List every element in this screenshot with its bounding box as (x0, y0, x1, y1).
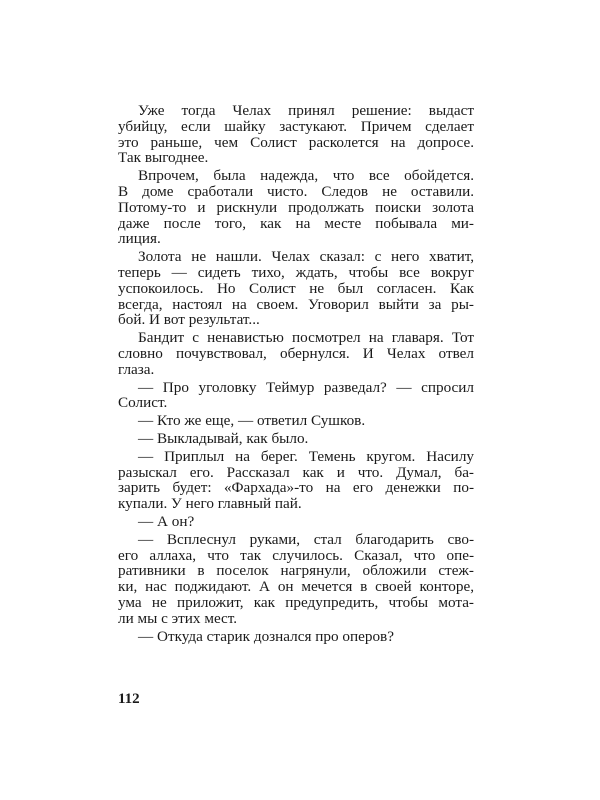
text-line: ративники в поселок нагрянули, обложили стеж- (118, 562, 474, 580)
paragraph (118, 103, 474, 166)
text-line: успокоилось. Но Солист не был согласен. Как (118, 279, 474, 297)
text-line: лиция. (118, 230, 161, 248)
paragraph (118, 249, 474, 328)
paragraph (118, 330, 474, 377)
text-line: — Выкладывай, как было. (138, 429, 309, 447)
text-line: теперь — сидеть тихо, ждать, чтобы все вокруг (118, 263, 474, 281)
text-line: всегда, настоял на своем. Уговорил выйти за ры- (118, 295, 474, 313)
text-line: — Приплыл на берег. Темень кругом. Насилу (138, 447, 474, 465)
paragraph (118, 413, 474, 429)
page-number: 112 (118, 691, 140, 707)
text-line: ума не приложит, как предупредить, чтобы мота- (118, 593, 474, 611)
text-line: убийцу, если шайку застукают. Причем сделает (118, 117, 474, 135)
paragraph (118, 514, 474, 530)
text-line: ли мы с этих мест. (118, 609, 238, 627)
text-line: — Про уголовку Теймур разведал? — спросил (138, 378, 474, 396)
text-line: словно почувствовал, обернулся. И Челах отвел (118, 344, 474, 362)
text-line: — Всплеснул руками, стал благодарить сво- (138, 530, 474, 548)
text-line: — Откуда старик дознался про оперов? (138, 627, 394, 645)
paragraph (118, 532, 474, 627)
text-line: разыскал его. Рассказал как и что. Думал, ба- (118, 463, 474, 481)
paragraph (118, 168, 474, 247)
text-line: Солист. (118, 394, 168, 412)
page-body (118, 103, 474, 646)
text-line: Так выгоднее. (118, 149, 209, 167)
text-line: зарить будет: «Фархада»-то на его денежки по- (118, 479, 474, 497)
paragraph (118, 449, 474, 512)
paragraph (118, 629, 474, 645)
text-line: Впрочем, была надежда, что все обойдется. (138, 167, 474, 185)
text-line: купали. У него главный пай. (118, 495, 302, 513)
paragraph (118, 431, 474, 447)
text-line: — Кто же еще, — ответил Сушков. (138, 412, 366, 430)
text-line: — А он? (138, 512, 195, 530)
text-line: бой. И вот результат... (118, 311, 260, 329)
text-line: его аллаха, что так случилось. Сказал, что опе- (118, 546, 474, 564)
text-line: Уже тогда Челах принял решение: выдаст (138, 102, 474, 119)
text-line: ки, нас поджидают. А он мечется в своей конторе, (118, 578, 474, 596)
text-line: Потому-то и рискнули продолжать поиски золота (118, 198, 474, 216)
paragraph (118, 380, 474, 412)
text-line: это раньше, чем Солист расколется на допросе. (118, 133, 474, 151)
text-line: глаза. (118, 360, 155, 378)
text-line: Бандит с ненавистью посмотрел на главаря. Тот (138, 329, 474, 347)
text-line: Золота не нашли. Челах сказал: с него хватит, (138, 248, 474, 266)
text-line: даже после того, как на месте побывала ми- (118, 214, 474, 232)
text-line: В доме сработали чисто. Следов не оставили. (118, 182, 474, 200)
